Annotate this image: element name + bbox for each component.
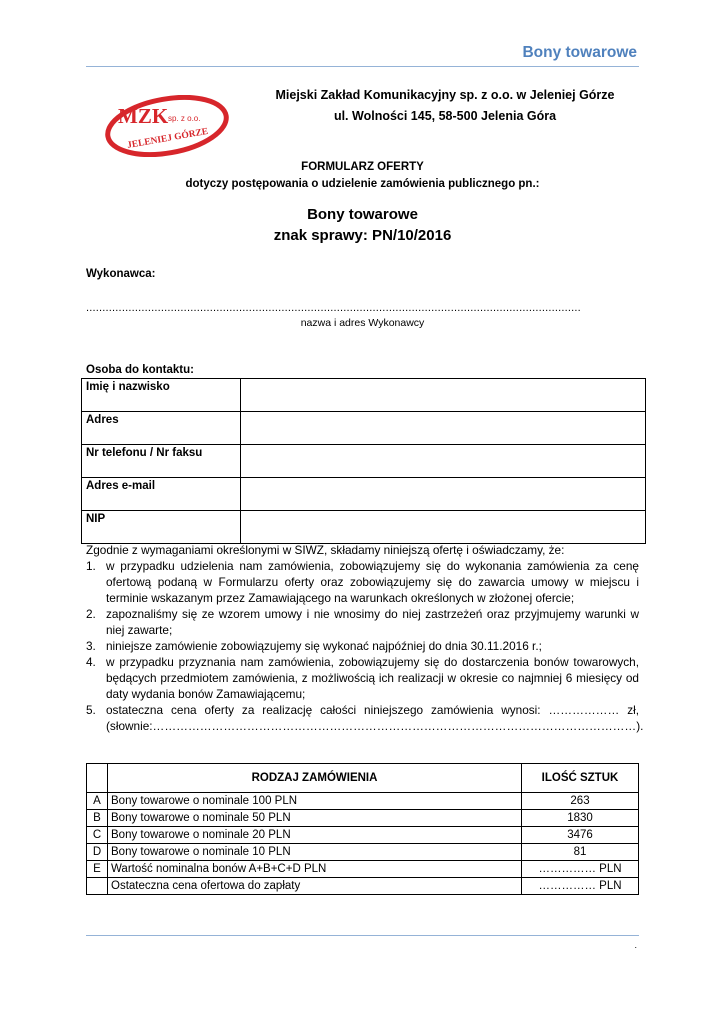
- contact-value[interactable]: [241, 412, 646, 445]
- contact-key: Adres e-mail: [82, 478, 241, 511]
- order-name: Bony towarowe o nominale 10 PLN: [108, 844, 522, 861]
- order-letter: C: [87, 827, 108, 844]
- organization-address: ul. Wolności 145, 58-500 Jelenia Góra: [333, 109, 557, 123]
- contact-key: Nr telefonu / Nr faksu: [82, 445, 241, 478]
- contact-label: Osoba do kontaktu:: [86, 364, 194, 376]
- statement-item: [86, 654, 639, 702]
- mzk-logo: [104, 95, 230, 157]
- order-qty[interactable]: …………… PLN: [522, 861, 639, 878]
- logo-main-text: MZK: [118, 104, 169, 128]
- statement-text: zapoznaliśmy się ze wzorem umowy i nie wnosimy do niej zastrzeżeń oraz przyjmujemy warunki w niej zawarte;: [106, 607, 639, 637]
- footer-divider: [86, 935, 639, 936]
- contact-value[interactable]: [241, 478, 646, 511]
- form-subject: Bony towarowe: [307, 206, 418, 223]
- order-qty: 263: [522, 793, 639, 810]
- order-qty: 3476: [522, 827, 639, 844]
- form-title: FORMULARZ OFERTY: [301, 161, 424, 173]
- header-divider: [86, 66, 639, 67]
- contact-row: [82, 445, 646, 478]
- order-qty: 1830: [522, 810, 639, 827]
- order-name: Wartość nominalna bonów A+B+C+D PLN: [108, 861, 522, 878]
- statement-num: 1.: [86, 559, 96, 573]
- statement-num: 3.: [86, 639, 96, 653]
- order-letter: [87, 878, 108, 895]
- order-name: Bony towarowe o nominale 100 PLN: [108, 793, 522, 810]
- contact-value[interactable]: [241, 511, 646, 544]
- statement-item: [86, 606, 639, 638]
- statement: [86, 542, 644, 734]
- contact-key: Imię i nazwisko: [82, 379, 241, 412]
- contact-key: Adres: [82, 412, 241, 445]
- order-letter: D: [87, 844, 108, 861]
- orders-header-qty: ILOŚĆ SZTUK: [522, 764, 639, 793]
- order-name: Bony towarowe o nominale 50 PLN: [108, 810, 522, 827]
- statement-num: 2.: [86, 607, 96, 621]
- contact-row: [82, 478, 646, 511]
- contact-table: [81, 378, 646, 544]
- contractor-caption: nazwa i adres Wykonawcy: [300, 317, 425, 329]
- case-number: znak sprawy: PN/10/2016: [273, 227, 452, 244]
- orders-header-row: [87, 764, 639, 793]
- orders-table: [86, 763, 639, 895]
- table-row: [87, 878, 639, 895]
- contact-value[interactable]: [241, 445, 646, 478]
- contact-row: [82, 412, 646, 445]
- table-row: [87, 861, 639, 878]
- statement-text: w przypadku przyznania nam zamówienia, zobowiązujemy się do dostarczenia bonów towarowych, będących przedmiotem zamówienia, z możliwością ich realizacji w okresie co najmniej 6 miesięcy od daty wydania bonów Zamawiającemu;: [106, 655, 639, 701]
- table-row: [87, 793, 639, 810]
- orders-header-letter: [87, 764, 108, 793]
- order-qty[interactable]: …………… PLN: [522, 878, 639, 895]
- contact-value[interactable]: [241, 379, 646, 412]
- contractor-dots[interactable]: ........................................................................................................................................................: [86, 302, 581, 314]
- table-row: [87, 844, 639, 861]
- statement-num: 4.: [86, 655, 96, 669]
- logo-sub-text: sp. z o.o.: [168, 114, 201, 123]
- statement-list: [86, 558, 644, 734]
- table-row: [87, 810, 639, 827]
- order-qty: 81: [522, 844, 639, 861]
- statement-item: [86, 638, 639, 654]
- statement-num: 5.: [86, 703, 96, 717]
- statement-text: w przypadku udzielenia nam zamówienia, zobowiązujemy się do wykonania zamówienia za cenę ofertową podaną w Formularzu oferty oraz zobowiązujemy się do zawarcia umowy w miejscu i terminie wskazanym przez Zamawiającego na warunkach określonych w złożonej ofercie;: [106, 559, 639, 605]
- statement-text: ostateczna cena oferty za realizację całości niniejszego zamówienia wynosi: ……………… zł, (słownie:……………………………………………………………………………………………………………).: [106, 703, 644, 733]
- order-letter: A: [87, 793, 108, 810]
- contact-key: NIP: [82, 511, 241, 544]
- organization-name: Miejski Zakład Komunikacyjny sp. z o.o. w Jeleniej Górze: [275, 88, 615, 102]
- form-subtitle: dotyczy postępowania o udzielenie zamówienia publicznego pn.:: [185, 178, 540, 190]
- statement-text: niniejsze zamówienie zobowiązujemy się wykonać najpóźniej do dnia 30.11.2016 r.;: [106, 639, 542, 653]
- table-row: [87, 827, 639, 844]
- order-letter: E: [87, 861, 108, 878]
- statement-item: [86, 702, 644, 734]
- statement-intro: Zgodnie z wymaganiami określonymi w SIWZ, składamy niniejszą ofertę i oświadczamy, że:: [86, 543, 565, 557]
- footer-mark: .: [634, 940, 637, 950]
- logo-arc-text: JELENIEJ GÓRZE: [126, 126, 210, 151]
- order-letter: B: [87, 810, 108, 827]
- orders-header-type: RODZAJ ZAMÓWIENIA: [108, 764, 522, 793]
- contractor-label: Wykonawca:: [86, 268, 156, 280]
- header-title: Bony towarowe: [522, 44, 637, 61]
- order-name: Bony towarowe o nominale 20 PLN: [108, 827, 522, 844]
- order-name: Ostateczna cena ofertowa do zapłaty: [108, 878, 522, 895]
- statement-item: [86, 558, 639, 606]
- contact-row: [82, 379, 646, 412]
- contact-row: [82, 511, 646, 544]
